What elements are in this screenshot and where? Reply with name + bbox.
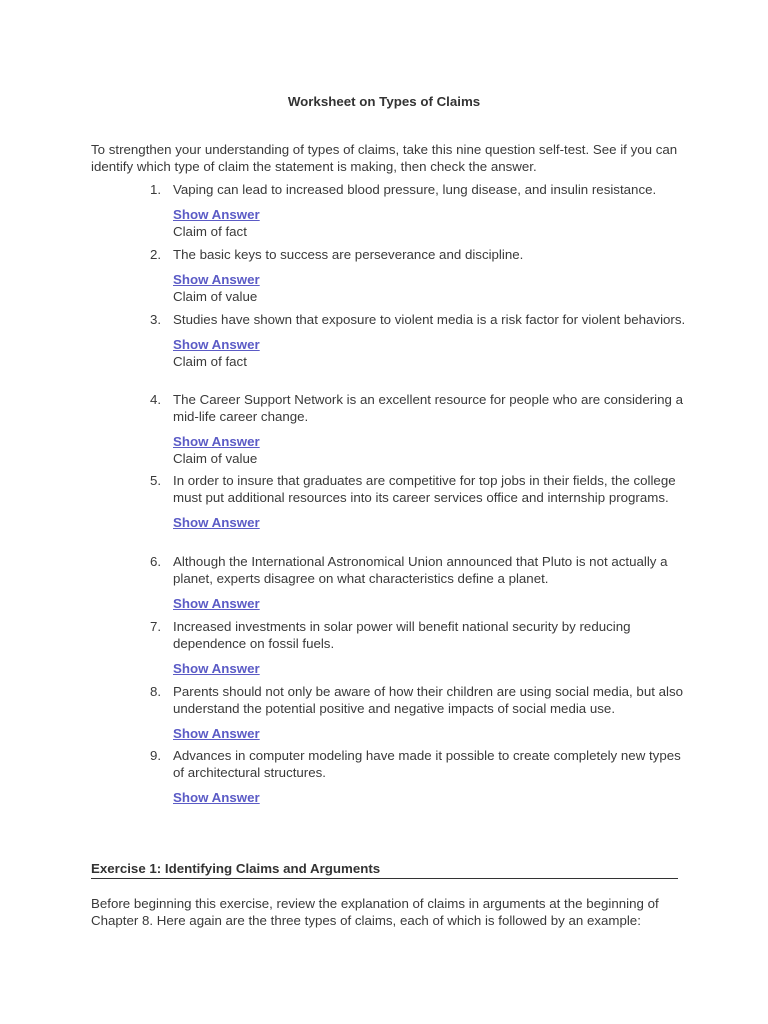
question-number: 1. [150, 182, 162, 197]
show-answer-link-3[interactable]: Show Answer [173, 337, 260, 352]
worksheet-title: Worksheet on Types of Claims [287, 94, 481, 109]
answer-text-4: Claim of value [173, 451, 258, 466]
question-item-6 [150, 553, 690, 612]
exercise-heading: Exercise 1: Identifying Claims and Arguments [91, 860, 678, 879]
question-text: The basic keys to success are perseverance and discipline. [173, 247, 524, 262]
question-number: 2. [150, 247, 162, 262]
answer-text-2: Claim of value [173, 289, 258, 304]
show-answer-link-9[interactable]: Show Answer [173, 790, 260, 805]
question-item-5 [150, 472, 690, 531]
show-answer-link-8[interactable]: Show Answer [173, 726, 260, 741]
question-number: 8. [150, 684, 162, 699]
exercise-body: Before beginning this exercise, review the explanation of claims in arguments at the beginning of Chapter 8. Here again are the three types of claims, each of which is followed by an example: [91, 896, 659, 928]
question-text: Increased investments in solar power will benefit national security by reducing dependence on fossil fuels. [173, 619, 631, 651]
question-number: 7. [150, 619, 162, 634]
show-answer-link-5[interactable]: Show Answer [173, 515, 260, 530]
question-item-8 [150, 683, 690, 742]
question-item-3 [150, 311, 690, 370]
question-item-7 [150, 618, 690, 677]
show-answer-link-2[interactable]: Show Answer [173, 272, 260, 287]
question-item-1 [150, 181, 690, 240]
answer-text-3: Claim of fact [173, 354, 247, 369]
show-answer-link-7[interactable]: Show Answer [173, 661, 260, 676]
question-text: Vaping can lead to increased blood pressure, lung disease, and insulin resistance. [173, 182, 657, 197]
question-text: Studies have shown that exposure to violent media is a risk factor for violent behaviors. [173, 312, 686, 327]
question-text: Advances in computer modeling have made it possible to create completely new types of architectural structures. [173, 748, 681, 780]
show-answer-link-1[interactable]: Show Answer [173, 207, 260, 222]
question-item-9 [150, 747, 690, 806]
question-number: 4. [150, 392, 162, 407]
answer-text-1: Claim of fact [173, 224, 247, 239]
question-text: Parents should not only be aware of how their children are using social media, but also understand the potential positive and negative impacts of social media use. [173, 684, 684, 716]
question-text: The Career Support Network is an excellent resource for people who are considering a mid-life career change. [173, 392, 683, 424]
question-number: 5. [150, 473, 162, 488]
question-text: Although the International Astronomical Union announced that Pluto is not actually a planet, experts disagree on what characteristics define a planet. [173, 554, 668, 586]
worksheet-intro: To strengthen your understanding of types of claims, take this nine question self-test. See if you can identify which type of claim the statement is making, then check the answer. [91, 142, 678, 174]
question-number: 9. [150, 748, 162, 763]
question-text: In order to insure that graduates are competitive for top jobs in their fields, the college must put additional resources into its career services office and internship programs. [173, 473, 676, 505]
question-item-4 [150, 391, 690, 467]
question-item-2 [150, 246, 690, 305]
question-number: 3. [150, 312, 162, 327]
show-answer-link-4[interactable]: Show Answer [173, 434, 260, 449]
question-number: 6. [150, 554, 162, 569]
show-answer-link-6[interactable]: Show Answer [173, 596, 260, 611]
